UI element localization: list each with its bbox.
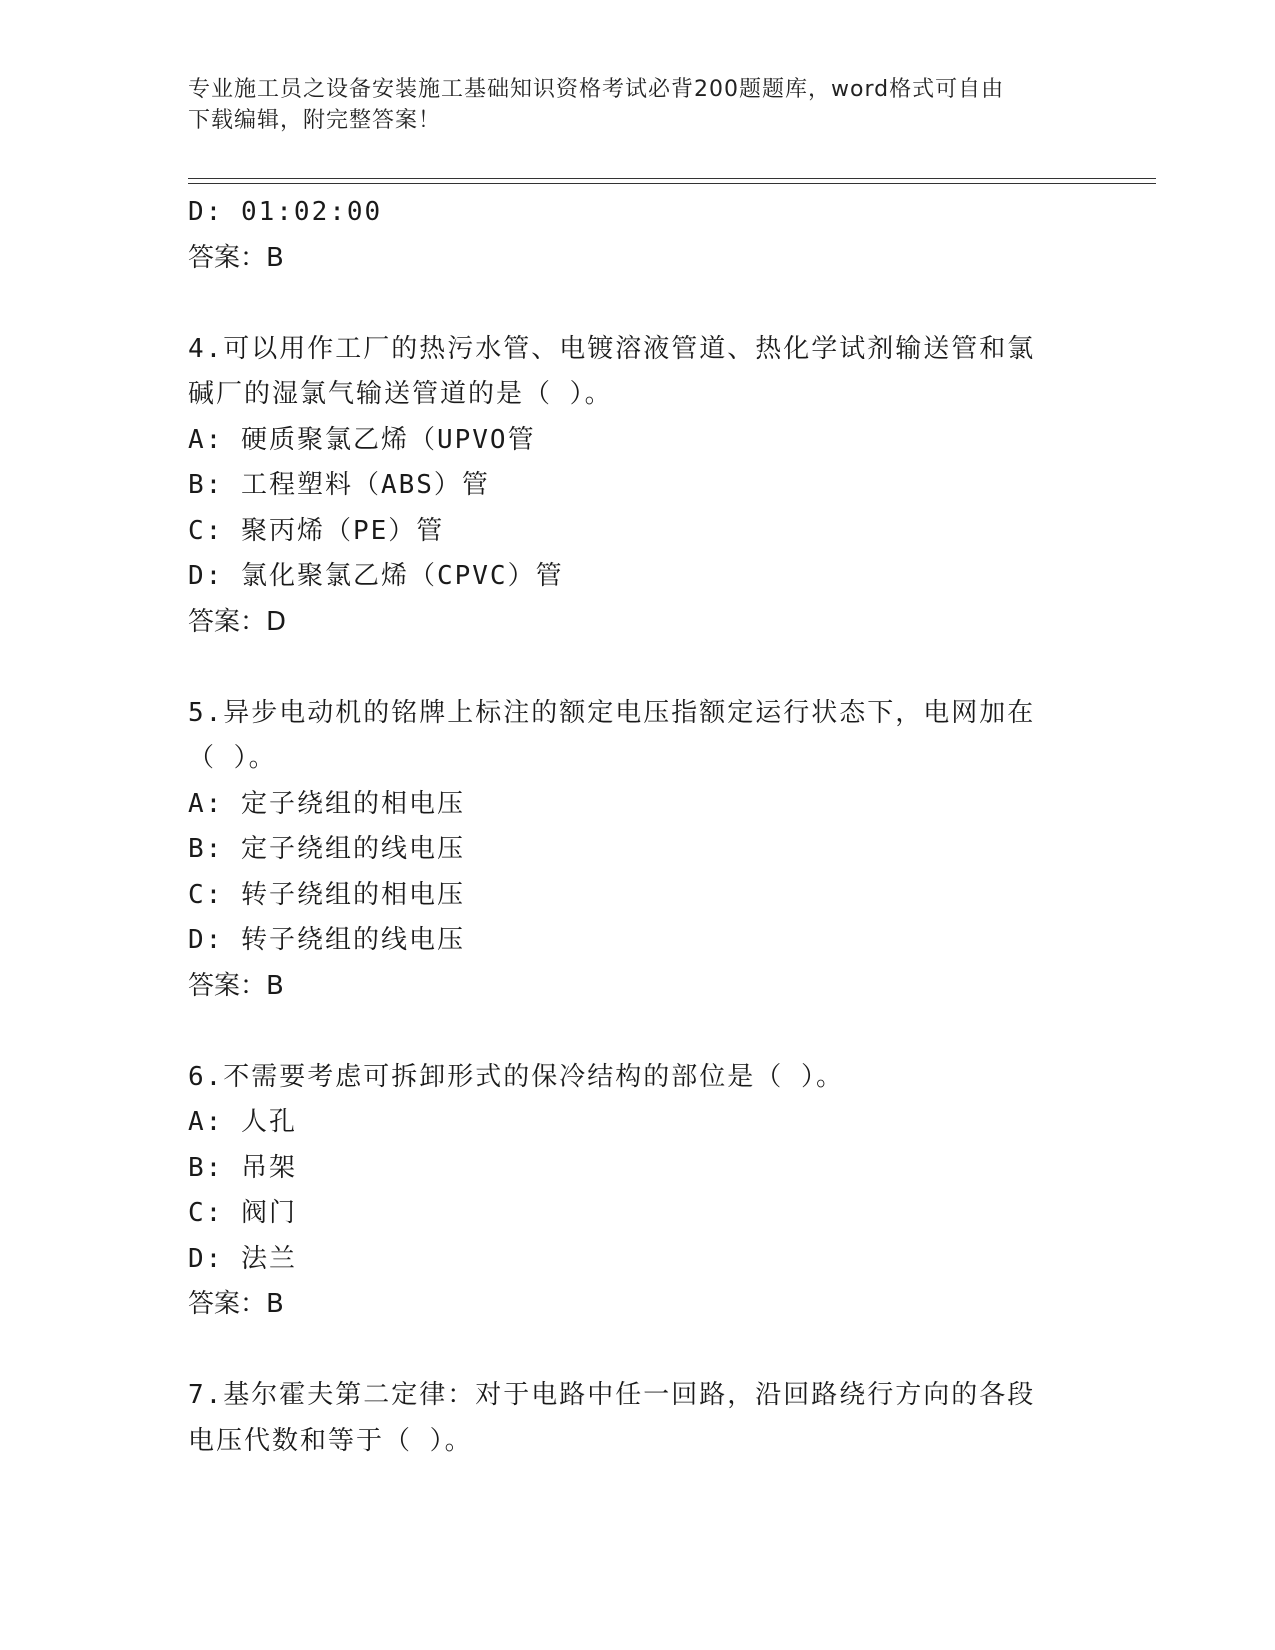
option-d: D: 法兰 [188, 1243, 297, 1274]
question-4 [188, 327, 1088, 646]
header-line-1: 专业施工员之设备安装施工基础知识资格考试必背200题题库，word格式可自由 [188, 77, 1005, 102]
option-a: A: 硬质聚氯乙烯（UPVO管 [188, 424, 536, 455]
spacer [188, 1009, 1088, 1055]
question-5 [188, 691, 1088, 1010]
spacer [188, 1328, 1088, 1374]
header-line-2: 下载编辑，附完整答案！ [188, 108, 442, 133]
question-stem: 4.可以用作工厂的热污水管、电镀溶液管道、热化学试剂输送管和氯 [188, 333, 1036, 364]
header-rule-top [188, 178, 1156, 179]
answer: 答案：B [188, 970, 284, 1001]
option-d: D: 转子绕组的线电压 [188, 925, 465, 955]
question-stem: 碱厂的湿氯气输送管道的是（ ）。 [188, 379, 613, 409]
question-stem: 电压代数和等于（ ）。 [188, 1425, 473, 1456]
question-stem: （ ）。 [188, 743, 277, 773]
question-stem: 7.基尔霍夫第二定律：对于电路中任一回路，沿回路绕行方向的各段 [188, 1380, 1036, 1410]
option-d: D: 氯化聚氯乙烯（CPVC）管 [188, 561, 564, 591]
question-stem: 5.异步电动机的铭牌上标注的额定电压指额定运行状态下，电网加在 [188, 697, 1036, 728]
answer: 答案：B [188, 1289, 284, 1319]
question-list [188, 190, 1088, 1464]
header-rule-bottom [188, 183, 1156, 184]
previous-answer: 答案：B [188, 242, 284, 273]
spacer [188, 645, 1088, 691]
option-c: C: 聚丙烯（PE）管 [188, 515, 445, 546]
option-b: B: 吊架 [188, 1152, 297, 1183]
question-6 [188, 1055, 1088, 1328]
spacer [188, 281, 1088, 327]
option-b: B: 定子绕组的线电压 [188, 834, 465, 864]
option-c: C: 转子绕组的相电压 [188, 879, 465, 910]
document-header [188, 74, 1078, 136]
option-a: A: 人孔 [188, 1107, 297, 1137]
question-stem: 6.不需要考虑可拆卸形式的保冷结构的部位是（ ）。 [188, 1061, 844, 1092]
question-7 [188, 1373, 1088, 1464]
previous-option-d: D: 01:02:00 [188, 197, 383, 227]
option-c: C: 阀门 [188, 1198, 297, 1228]
answer: 答案：D [188, 606, 287, 637]
option-b: B: 工程塑料（ABS）管 [188, 470, 490, 500]
option-a: A: 定子绕组的相电压 [188, 788, 465, 819]
